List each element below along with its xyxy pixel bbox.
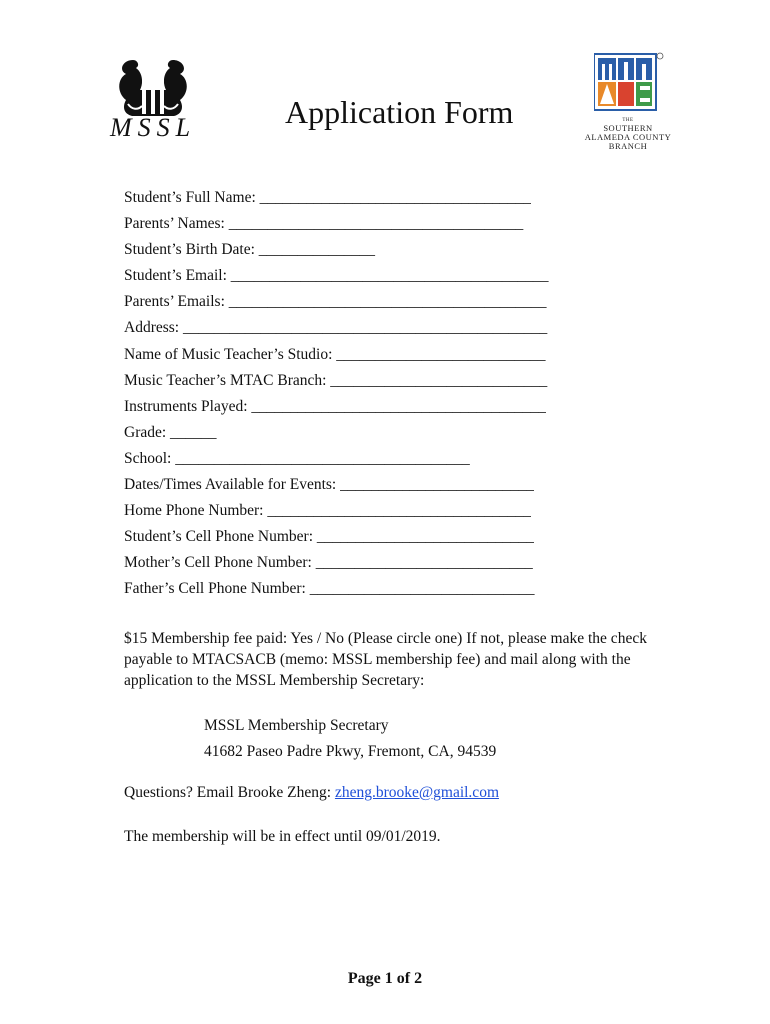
fee-paragraph: $15 Membership fee paid: Yes / No (Please circle one) If not, please make the check payable to MTACSACB (memo: MSSL membership fee) and mail along with the application to the MSSL Membership Secretary: — [124, 630, 647, 689]
form-fields — [124, 188, 704, 606]
address-field: Address: _______________________________________________ — [124, 319, 548, 337]
parents-names-field: Parents’ Names: ______________________________________ — [124, 215, 524, 233]
mtac-branch-logo — [578, 52, 678, 162]
school-field: School: ______________________________________ — [124, 449, 470, 467]
teacher-branch-field: Music Teacher’s MTAC Branch: ____________________________ — [124, 371, 548, 389]
branch-name — [578, 118, 678, 151]
mssl-logo-text: MSSL — [109, 113, 197, 142]
branch-line-1: SOUTHERN — [603, 123, 653, 133]
membership-effect-note: The membership will be in effect until 09/01/2019. — [124, 828, 441, 845]
page-number: Page 1 of 2 — [347, 970, 423, 987]
branch-prefix: THE — [622, 118, 634, 123]
student-email-field: Student’s Email: _________________________________________ — [124, 267, 549, 285]
student-full-name-field: Student’s Full Name: ___________________________________ — [124, 189, 531, 206]
branch-line-2: ALAMEDA COUNTY — [584, 132, 672, 142]
instruments-field: Instruments Played: ______________________________________ — [124, 397, 546, 415]
home-phone-field: Home Phone Number: __________________________________ — [124, 502, 531, 520]
availability-field: Dates/Times Available for Events: _________________________ — [124, 476, 534, 494]
parents-emails-field: Parents’ Emails: _________________________________________ — [124, 293, 547, 311]
mailing-address — [204, 713, 496, 765]
grade-field: Grade: ______ — [124, 423, 217, 441]
mssl-lyre-logo-icon — [88, 52, 218, 142]
student-cell-field: Student’s Cell Phone Number: ____________________________ — [124, 528, 534, 546]
contact-email-link[interactable]: zheng.brooke@gmail.com — [334, 784, 499, 801]
teacher-studio-field: Name of Music Teacher’s Studio: ___________________________ — [124, 345, 546, 363]
mtac-logo-icon — [594, 52, 664, 114]
questions-prefix: Questions? Email Brooke Zheng: — [124, 784, 335, 801]
address-line-2: 41682 Paseo Padre Pkwy, Fremont, CA, 94539 — [204, 743, 497, 760]
mother-cell-field: Mother’s Cell Phone Number: ____________________________ — [124, 554, 533, 572]
address-line-1: MSSL Membership Secretary — [204, 717, 389, 734]
student-birth-date-field: Student’s Birth Date: _______________ — [124, 241, 376, 259]
father-cell-field: Father’s Cell Phone Number: _____________________________ — [124, 580, 535, 598]
page-title: Application Form — [285, 94, 514, 130]
branch-line-3: BRANCH — [608, 141, 648, 151]
questions-line — [124, 784, 499, 802]
mssl-logo — [88, 52, 218, 142]
